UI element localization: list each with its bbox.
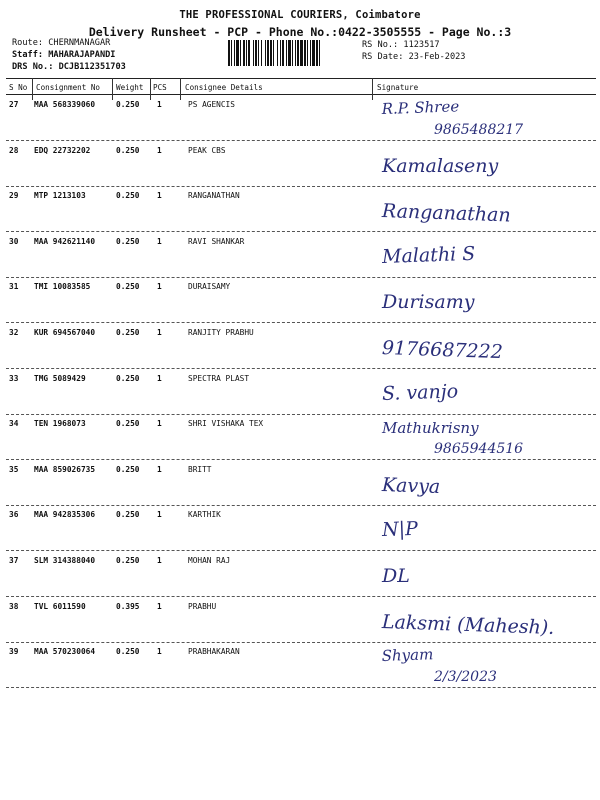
- header-top-rule: [6, 78, 596, 79]
- row-consignment-no: MAA 568339060: [34, 100, 96, 109]
- rs-date: RS Date: 23-Feb-2023: [362, 52, 466, 62]
- table-row: [0, 598, 600, 644]
- company-title: THE PROFESSIONAL COURIERS, Coimbatore: [179, 9, 421, 21]
- barcode-bar: [300, 40, 303, 66]
- signature-note: 2/3/2023: [434, 669, 497, 686]
- row-weight: 0.250: [116, 419, 140, 429]
- row-sno: 33: [9, 373, 19, 383]
- row-weight: 0.250: [116, 236, 140, 246]
- barcode-bar: [307, 40, 308, 66]
- row-consignment-no: MAA 942835306: [34, 510, 96, 520]
- row-weight: 0.250: [116, 510, 140, 520]
- signature-text: Shyam: [381, 645, 434, 666]
- barcode-bar: [255, 40, 257, 66]
- row-weight: 0.250: [116, 191, 140, 201]
- signature-text: Ranganathan: [381, 200, 512, 227]
- barcode-bar: [231, 40, 232, 66]
- barcode-bar: [258, 40, 259, 66]
- col-header-pcs: PCS: [153, 83, 167, 92]
- barcode: [228, 40, 354, 66]
- row-sno: 37: [9, 556, 19, 565]
- row-consignee: RANGANATHAN: [188, 191, 240, 201]
- row-consignment-no: KUR 694567040: [34, 328, 96, 337]
- row-weight: 0.250: [116, 100, 140, 109]
- col-header-consignee: Consignee Details: [185, 83, 263, 92]
- row-consignee: BRITT: [188, 464, 212, 474]
- barcode-bar: [267, 40, 269, 66]
- barcode-bar: [282, 40, 284, 66]
- table-row: [0, 461, 600, 507]
- barcode-bar: [280, 40, 281, 66]
- row-consignment-no: MAA 859026735: [34, 464, 96, 474]
- barcode-bar: [312, 40, 315, 66]
- row-consignment-no: MAA 942621140: [34, 236, 96, 246]
- row-weight: 0.250: [116, 328, 140, 337]
- row-pcs: 1: [157, 510, 162, 520]
- signature-text: Durisamy: [382, 291, 475, 314]
- signature-area: [376, 372, 598, 414]
- table-row: [0, 370, 600, 416]
- row-consignee: KARTHIK: [188, 510, 221, 520]
- signature-area: [376, 417, 598, 459]
- barcode-bar: [316, 40, 318, 66]
- row-pcs: 1: [157, 419, 162, 429]
- signature-area: [376, 280, 598, 322]
- row-consignment-no: TMI 10083585: [34, 282, 91, 292]
- signature-note: 9865488217: [434, 122, 524, 138]
- row-sno: 30: [9, 236, 19, 246]
- col-header-sno: S No: [9, 83, 28, 92]
- table-row: [0, 552, 600, 598]
- barcode-bar: [243, 40, 245, 66]
- signature-area: [376, 554, 598, 596]
- row-sno: 29: [9, 191, 19, 201]
- barcode-bar: [277, 40, 278, 66]
- row-consignment-no: MAA 570230064: [34, 647, 96, 657]
- row-consignee: RANJITY PRABHU: [188, 328, 254, 337]
- signature-area: [376, 144, 598, 186]
- row-pcs: 1: [157, 601, 162, 611]
- row-weight: 0.250: [116, 464, 140, 474]
- row-pcs: 1: [157, 647, 162, 657]
- barcode-bar: [261, 40, 262, 66]
- row-separator: [6, 687, 596, 688]
- row-weight: 0.250: [116, 282, 140, 292]
- row-weight: 0.250: [116, 647, 140, 657]
- row-weight: 0.250: [116, 373, 140, 383]
- row-consignee: PS AGENCIS: [188, 100, 235, 109]
- table-row: [0, 506, 600, 552]
- barcode-bar: [253, 40, 254, 66]
- row-consignment-no: TEN 1968073: [34, 419, 86, 429]
- barcode-bar: [228, 40, 230, 66]
- row-consignee: SPECTRA PLAST: [188, 373, 250, 383]
- barcode-bar: [265, 40, 266, 66]
- row-consignment-no: SLM 314388040: [34, 556, 96, 565]
- row-consignment-no: TMG 5089429: [34, 373, 86, 383]
- table-row: [0, 96, 600, 142]
- row-sno: 28: [9, 145, 19, 155]
- row-weight: 0.395: [116, 601, 140, 611]
- row-pcs: 1: [157, 100, 162, 109]
- table-row: [0, 142, 600, 188]
- signature-text: Kamalaseny: [382, 154, 499, 177]
- signature-area: [376, 98, 598, 140]
- row-sno: 34: [9, 419, 19, 429]
- col-header-weight: Weight: [116, 83, 144, 92]
- row-consignee: PEAK CBS: [188, 145, 226, 155]
- row-sno: 38: [9, 601, 19, 611]
- barcode-bar: [288, 40, 291, 66]
- row-pcs: 1: [157, 282, 162, 292]
- runsheet-subtitle: Delivery Runsheet - PCP - Phone No.:0422-3505555 - Page No.:3: [88, 25, 512, 39]
- barcode-bar: [295, 40, 296, 66]
- row-consignment-no: MTP 1213103: [34, 191, 86, 201]
- row-pcs: 1: [157, 556, 162, 565]
- row-pcs: 1: [157, 236, 162, 246]
- barcode-bar: [304, 40, 306, 66]
- barcode-bar: [310, 40, 311, 66]
- row-pcs: 1: [157, 464, 162, 474]
- signature-text: N|P: [381, 518, 419, 542]
- signature-area: [376, 189, 598, 231]
- row-weight: 0.250: [116, 145, 140, 155]
- row-consignee: PRABHU: [188, 601, 217, 611]
- signature-area: [376, 645, 598, 687]
- signature-text: Mathukrisny: [382, 419, 479, 438]
- row-weight: 0.250: [116, 556, 140, 565]
- drs-number: DRS No.: DCJB112351703: [12, 62, 126, 72]
- table-row: [0, 187, 600, 233]
- row-consignment-no: TVL 6011590: [34, 601, 86, 611]
- row-pcs: 1: [157, 328, 162, 337]
- signature-area: [376, 508, 598, 550]
- table-row: [0, 233, 600, 279]
- barcode-bar: [234, 40, 235, 66]
- row-sno: 35: [9, 464, 19, 474]
- barcode-bar: [270, 40, 272, 66]
- barcode-bar: [286, 40, 287, 66]
- signature-text: Kavya: [381, 473, 441, 498]
- staff-label: Staff: MAHARAJAPANDI: [12, 50, 116, 60]
- signature-area: [376, 600, 598, 642]
- table-row: [0, 643, 600, 689]
- row-sno: 31: [9, 282, 19, 292]
- rs-number: RS No.: 1123517: [362, 40, 440, 50]
- barcode-bar: [292, 40, 293, 66]
- table-row: [0, 415, 600, 461]
- barcode-bar: [319, 40, 320, 66]
- signature-text: Malathi S: [381, 242, 476, 268]
- row-pcs: 1: [157, 145, 162, 155]
- signature-text: S. vanjo: [381, 379, 459, 405]
- barcode-bar: [236, 40, 239, 66]
- route-label: Route: CHERNMANAGAR: [12, 38, 111, 48]
- row-consignee: SHRI VISHAKA TEX: [188, 419, 264, 429]
- signature-note: 9865944516: [434, 441, 524, 458]
- row-consignee: MOHAN RAJ: [188, 556, 231, 565]
- row-consignee: RAVI SHANKAR: [188, 236, 245, 246]
- signature-area: [376, 463, 598, 505]
- row-pcs: 1: [157, 373, 162, 383]
- signature-area: [376, 235, 598, 277]
- barcode-bar: [297, 40, 299, 66]
- header-bottom-rule: [6, 94, 596, 95]
- row-sno: 27: [9, 100, 19, 109]
- table-row: [0, 324, 600, 370]
- signature-text: R.P. Shree: [381, 97, 460, 118]
- table-row: [0, 278, 600, 324]
- row-sno: 32: [9, 328, 19, 337]
- barcode-bar: [240, 40, 241, 66]
- row-sno: 36: [9, 510, 19, 520]
- signature-text: Laksmi (Mahesh).: [381, 610, 555, 639]
- signature-text: DL: [382, 565, 410, 587]
- row-pcs: 1: [157, 191, 162, 201]
- row-consignee: DURAISAMY: [188, 282, 231, 292]
- row-sno: 39: [9, 647, 19, 657]
- barcode-bar: [273, 40, 274, 66]
- signature-area: [376, 326, 598, 368]
- col-header-consignment: Consignment No: [36, 83, 101, 92]
- row-consignee: PRABHAKARAN: [188, 647, 240, 657]
- barcode-bar: [246, 40, 247, 66]
- barcode-bar: [248, 40, 250, 66]
- row-consignment-no: EDQ 22732202: [34, 145, 91, 155]
- col-header-signature: Signature: [377, 83, 419, 92]
- signature-text: 9176687222: [381, 337, 504, 364]
